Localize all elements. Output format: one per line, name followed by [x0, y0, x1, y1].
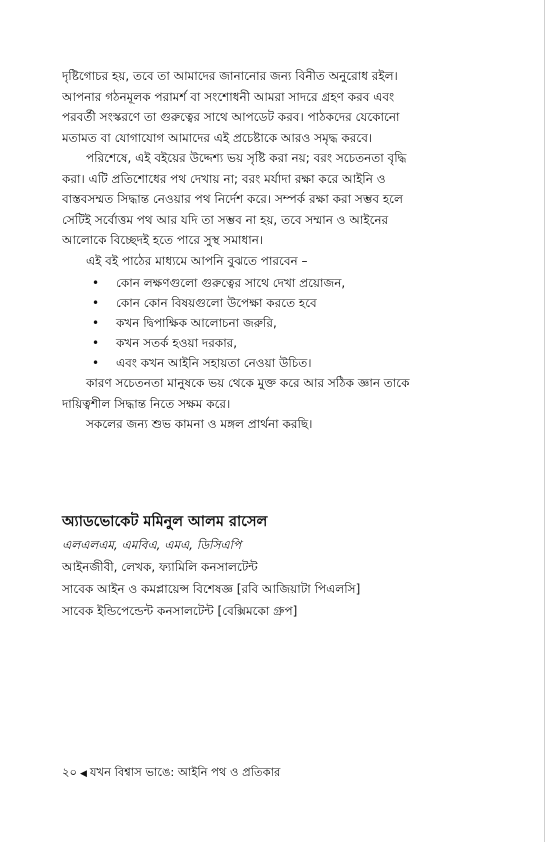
- author-degrees: এলএলএম, এমবিএ, এমএ, ডিসিএপি: [62, 538, 242, 552]
- list-item-text: কোন লক্ষণগুলো গুরুত্বের সাথে দেখা প্রয়োজন,: [116, 276, 346, 290]
- paragraph-line: পরিশেষে, এই বইয়ের উদ্দেশ্য ভয় সৃষ্টি করা নয়; বরং সচেতনতা বৃদ্ধি: [86, 151, 407, 165]
- paragraph-line: আপনার গঠনমূলক পরামর্শ বা সংশোধনী আমরা সাদরে গ্রহণ করব এবং: [62, 89, 395, 104]
- paragraph-line: পরবর্তী সংস্করণে তা গুরুত্বের সাথে আপডেট করব। পাঠকদের যেকোনো: [62, 110, 400, 124]
- bullet-icon: •: [92, 356, 100, 370]
- intro-line: এই বই পাঠের মাধ্যমে আপনি বুঝতে পারবেন –: [86, 253, 308, 268]
- bullet-icon: •: [92, 276, 100, 290]
- page-number: ২০: [62, 765, 77, 779]
- paragraph-line: সেটিই সর্বোত্তম পথ আর যদি তা সম্ভব না হয়, তবে সম্মান ও আইনের: [62, 212, 389, 227]
- list-item-text: কখন দ্বিপাক্ষিক আলোচনা জরুরি,: [116, 316, 277, 330]
- paragraph-line: বাস্তবসম্মত সিদ্ধান্ত নেওয়ার পথ নির্দেশ করে। সম্পর্ক রক্ষা করা সম্ভব হলে: [62, 192, 403, 206]
- author-former-role: সাবেক ইন্ডিপেন্ডেন্ট কনসালটেন্ট [বেক্সিমকো গ্রুপ]: [62, 604, 298, 618]
- list-item-text: কখন সতর্ক হওয়া দরকার,: [116, 336, 238, 350]
- paragraph-line: দৃষ্টিগোচর হয়, তবে তা আমাদের জানানোর জন্য বিনীত অনুরোধ রইল।: [62, 69, 398, 83]
- paragraph-line: কারণ সচেতনতা মানুষকে ভয় থেকে মুক্ত করে আর সঠিক জ্ঞান তাকে: [86, 376, 410, 390]
- running-title: যখন বিশ্বাস ভাঙে: আইনি পথ ও প্রতিকার: [89, 765, 281, 779]
- bullet-list: [62, 273, 484, 373]
- separator-arrow-icon: ◀: [79, 769, 87, 779]
- list-item-text: এবং কখন আইনি সহায়তা নেওয়া উচিত।: [116, 356, 312, 370]
- list-item: [62, 293, 484, 313]
- list-item: [62, 313, 484, 333]
- page-footer: [62, 764, 280, 783]
- list-item: [62, 273, 484, 293]
- author-role: আইনজীবী, লেখক, ফ্যামিলি কনসালটেন্ট: [62, 560, 258, 574]
- paragraph-line: আলোকে বিচ্ছেদই হতে পারে সুস্থ সমাধান।: [62, 233, 264, 247]
- body-text: [62, 66, 484, 435]
- list-item-text: কোন কোন বিষয়গুলো উপেক্ষা করতে হবে: [116, 296, 317, 310]
- author-signature: [62, 510, 492, 622]
- paragraph-line: দায়িত্বশীল সিদ্ধান্ত নিতে সক্ষম করে।: [62, 396, 231, 411]
- author-former-role: সাবেক আইন ও কমপ্লায়েন্স বিশেষজ্ঞ [রবি আজিয়াটা পিএলসি]: [62, 582, 361, 596]
- author-name: অ্যাডভোকেট মমিনুল আলম রাসেল: [62, 514, 268, 530]
- paragraph-line: মতামত বা যোগাযোগ আমাদের এই প্রচেষ্টাকে আরও সমৃদ্ধ করবে।: [62, 130, 373, 145]
- bullet-icon: •: [92, 296, 100, 310]
- list-item: [62, 333, 484, 353]
- list-item: [62, 353, 484, 373]
- bullet-icon: •: [92, 336, 100, 350]
- bullet-icon: •: [92, 316, 100, 330]
- closing-line: সকলের জন্য শুভ কামনা ও মঙ্গল প্রার্থনা করছি।: [86, 417, 313, 431]
- paragraph-line: করা। এটি প্রতিশোধের পথ দেখায় না; বরং মর্যাদা রক্ষা করে আইনি ও: [62, 171, 386, 186]
